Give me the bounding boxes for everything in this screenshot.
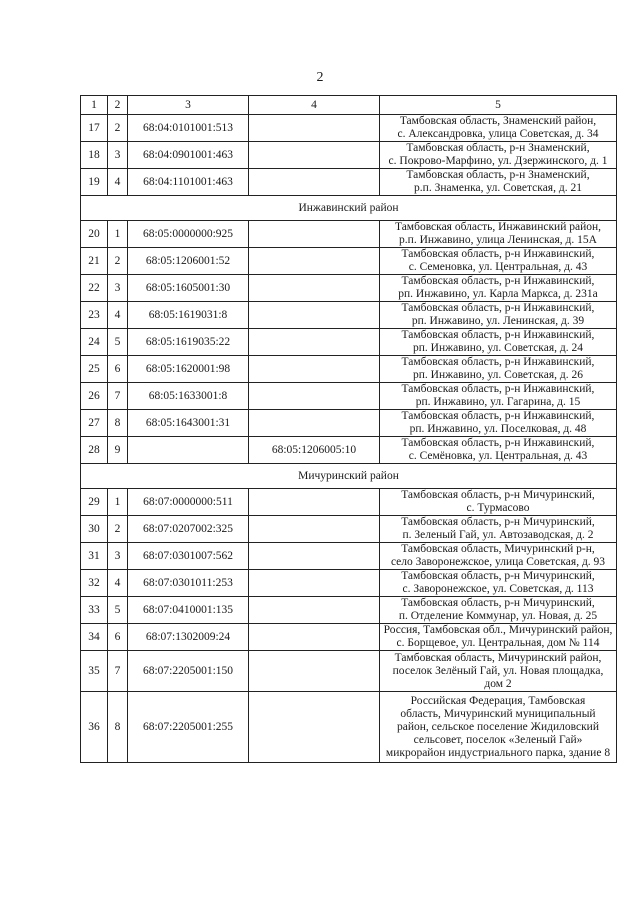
sub-number-cell: 8 xyxy=(108,410,128,437)
cadastral-number-cell: 68:04:0901001:463 xyxy=(128,142,249,169)
cadastral-number-cell: 68:07:2205001:150 xyxy=(128,651,249,692)
row-number-cell: 32 xyxy=(81,570,108,597)
address-cell xyxy=(380,437,617,464)
address-line: с. Заворонежское, ул. Советская, д. 113 xyxy=(402,583,594,595)
cadastral-number-cell: 68:05:1620001:98 xyxy=(128,356,249,383)
address-line: Тамбовская область, р-н Мичуринский, xyxy=(401,516,595,528)
header-row xyxy=(81,96,617,115)
row-number-cell: 20 xyxy=(81,221,108,248)
address-line: Тамбовская область, Мичуринский р-н, xyxy=(401,543,595,555)
address-cell xyxy=(380,221,617,248)
row-number-cell: 35 xyxy=(81,651,108,692)
cadastral-number-alt-cell xyxy=(249,302,380,329)
address-cell xyxy=(380,570,617,597)
address-line: рп. Инжавино, ул. Ленинская, д. 39 xyxy=(411,315,585,327)
address-cell xyxy=(380,383,617,410)
table-row xyxy=(81,543,617,570)
table-row xyxy=(81,624,617,651)
cadastral-number-cell: 68:07:0410001:135 xyxy=(128,597,249,624)
address-line: Тамбовская область, Знаменский район, xyxy=(399,115,597,127)
table-row xyxy=(81,221,617,248)
sub-number-cell: 8 xyxy=(108,692,128,763)
address-cell xyxy=(380,275,617,302)
address-cell xyxy=(380,597,617,624)
address-line: дом 2 xyxy=(484,677,512,690)
address-cell xyxy=(380,142,617,169)
cadastral-number-alt-cell xyxy=(249,570,380,597)
row-number-cell: 36 xyxy=(81,692,108,763)
cadastral-number-cell xyxy=(128,437,249,464)
address-line: Тамбовская область, р-н Инжавинский, xyxy=(401,410,595,422)
address-line: Тамбовская область, Мичуринский район, xyxy=(394,651,602,664)
cadastral-number-cell: 68:05:1643001:31 xyxy=(128,410,249,437)
cadastral-number-alt-cell xyxy=(249,142,380,169)
address-line: поселок Зелёный Гай, ул. Новая площадка, xyxy=(392,664,604,677)
address-cell xyxy=(380,516,617,543)
address-line: Тамбовская область, р-н Инжавинский, xyxy=(401,329,595,341)
address-line: р.п. Инжавино, улица Ленинская, д. 15А xyxy=(399,234,597,246)
address-cell xyxy=(380,169,617,196)
row-number-cell: 28 xyxy=(81,437,108,464)
cadastral-number-alt-cell xyxy=(249,275,380,302)
address-line: рп. Инжавино, ул. Карла Маркса, д. 231а xyxy=(398,288,598,300)
row-number-cell: 29 xyxy=(81,489,108,516)
cadastral-number-alt-cell xyxy=(249,516,380,543)
cadastral-number-alt-cell xyxy=(249,383,380,410)
table-row xyxy=(81,329,617,356)
address-cell xyxy=(380,410,617,437)
address-line: с. Турмасово xyxy=(466,502,530,514)
row-number-cell: 17 xyxy=(81,115,108,142)
cadastral-number-cell: 68:05:1619035:22 xyxy=(128,329,249,356)
address-line: п. Зеленый Гай, ул. Автозаводская, д. 2 xyxy=(402,529,594,541)
address-line: область, Мичуринский муниципальный xyxy=(400,707,596,720)
address-cell xyxy=(380,302,617,329)
address-line: п. Отделение Коммунар, ул. Новая, д. 25 xyxy=(398,610,598,622)
cadastral-number-alt-cell xyxy=(249,248,380,275)
cadastral-number-cell: 68:07:2205001:255 xyxy=(128,692,249,763)
address-cell xyxy=(380,248,617,275)
table-row xyxy=(81,597,617,624)
table-row xyxy=(81,651,617,692)
table-row xyxy=(81,302,617,329)
table-row xyxy=(81,248,617,275)
address-cell xyxy=(380,543,617,570)
cadastral-number-alt-cell xyxy=(249,597,380,624)
cadastral-number-alt-cell xyxy=(249,543,380,570)
cadastral-number-cell: 68:04:1101001:463 xyxy=(128,169,249,196)
address-cell xyxy=(380,115,617,142)
address-line: с. Покрово-Марфино, ул. Дзержинского, д. 1 xyxy=(388,155,608,167)
address-line: рп. Инжавино, ул. Поселковая, д. 48 xyxy=(409,423,587,435)
sub-number-cell: 6 xyxy=(108,356,128,383)
cadastral-number-alt-cell xyxy=(249,410,380,437)
address-line: Тамбовская область, р-н Инжавинский, xyxy=(401,302,595,314)
address-line: Тамбовская область, р-н Инжавинский, xyxy=(401,248,595,260)
table-row xyxy=(81,410,617,437)
cadastral-number-cell: 68:07:0000000:511 xyxy=(128,489,249,516)
row-number-cell: 22 xyxy=(81,275,108,302)
sub-number-cell: 7 xyxy=(108,383,128,410)
address-line: рп. Инжавино, ул. Советская, д. 24 xyxy=(413,342,583,354)
table-body xyxy=(81,115,617,763)
cadastral-number-cell: 68:04:0101001:513 xyxy=(128,115,249,142)
row-number-cell: 31 xyxy=(81,543,108,570)
cadastral-number-cell: 68:07:0301011:253 xyxy=(128,570,249,597)
address-line: рп. Инжавино, ул. Гагарина, д. 15 xyxy=(415,396,581,408)
table-row xyxy=(81,570,617,597)
table-row xyxy=(81,437,617,464)
address-line: Тамбовская область, р-н Знаменский, xyxy=(406,169,590,181)
row-number-cell: 34 xyxy=(81,624,108,651)
cadastral-number-cell: 68:05:1206001:52 xyxy=(128,248,249,275)
sub-number-cell: 2 xyxy=(108,115,128,142)
address-line: рп. Инжавино, ул. Советская, д. 26 xyxy=(413,369,583,381)
column-header-2: 2 xyxy=(108,96,128,115)
column-header-5: 5 xyxy=(380,96,617,115)
sub-number-cell: 6 xyxy=(108,624,128,651)
table-row xyxy=(81,489,617,516)
address-line: Российская Федерация, Тамбовская xyxy=(410,694,586,707)
cadastral-number-alt-cell: 68:05:1206005:10 xyxy=(249,437,380,464)
cadastral-number-alt-cell xyxy=(249,489,380,516)
sub-number-cell: 5 xyxy=(108,597,128,624)
sub-number-cell: 1 xyxy=(108,489,128,516)
row-number-cell: 21 xyxy=(81,248,108,275)
cadastral-number-alt-cell xyxy=(249,624,380,651)
cadastral-number-alt-cell xyxy=(249,651,380,692)
address-line: с. Семеновка, ул. Центральная, д. 43 xyxy=(408,261,588,273)
table-row xyxy=(81,356,617,383)
row-number-cell: 33 xyxy=(81,597,108,624)
address-cell xyxy=(380,329,617,356)
sub-number-cell: 7 xyxy=(108,651,128,692)
column-header-4: 4 xyxy=(249,96,380,115)
address-line: село Заворонежское, улица Советская, д. 93 xyxy=(390,556,606,568)
section-row xyxy=(81,196,617,221)
address-line: Тамбовская область, р-н Инжавинский, xyxy=(401,275,595,287)
address-line: с. Борщевое, ул. Центральная, дом № 114 xyxy=(396,637,600,649)
address-cell xyxy=(380,692,617,763)
row-number-cell: 24 xyxy=(81,329,108,356)
row-number-cell: 25 xyxy=(81,356,108,383)
address-line: Тамбовская область, р-н Инжавинский, xyxy=(401,356,595,368)
address-line: микрорайон индустриального парка, здание 8 xyxy=(385,746,611,759)
cadastral-number-alt-cell xyxy=(249,221,380,248)
cadastral-number-alt-cell xyxy=(249,329,380,356)
address-line: Тамбовская область, р-н Инжавинский, xyxy=(401,437,595,449)
address-line: р.п. Знаменка, ул. Советская, д. 21 xyxy=(414,182,582,194)
column-header-3: 3 xyxy=(128,96,249,115)
property-table xyxy=(80,95,617,763)
sub-number-cell: 3 xyxy=(108,543,128,570)
table-row xyxy=(81,383,617,410)
section-row xyxy=(81,464,617,489)
row-number-cell: 19 xyxy=(81,169,108,196)
address-line: Тамбовская область, р-н Инжавинский, xyxy=(401,383,595,395)
section-title: Инжавинский район xyxy=(81,196,617,221)
table-row xyxy=(81,275,617,302)
sub-number-cell: 3 xyxy=(108,275,128,302)
address-line: сельсовет, поселок «Зеленый Гай» xyxy=(413,733,583,746)
address-cell xyxy=(380,489,617,516)
column-header-1: 1 xyxy=(81,96,108,115)
table-row xyxy=(81,692,617,763)
address-line: район, сельское поселение Жидиловский xyxy=(397,720,599,733)
sub-number-cell: 4 xyxy=(108,570,128,597)
sub-number-cell: 4 xyxy=(108,169,128,196)
cadastral-number-cell: 68:05:1619031:8 xyxy=(128,302,249,329)
row-number-cell: 26 xyxy=(81,383,108,410)
cadastral-number-cell: 68:05:1605001:30 xyxy=(128,275,249,302)
address-cell xyxy=(380,624,617,651)
address-cell xyxy=(380,651,617,692)
sub-number-cell: 2 xyxy=(108,248,128,275)
cadastral-number-cell: 68:07:1302009:24 xyxy=(128,624,249,651)
sub-number-cell: 3 xyxy=(108,142,128,169)
table-row xyxy=(81,516,617,543)
row-number-cell: 18 xyxy=(81,142,108,169)
address-line: с. Александровка, улица Советская, д. 34 xyxy=(397,128,599,140)
sub-number-cell: 2 xyxy=(108,516,128,543)
sub-number-cell: 4 xyxy=(108,302,128,329)
table-row xyxy=(81,142,617,169)
cadastral-number-alt-cell xyxy=(249,115,380,142)
address-line: с. Семёновка, ул. Центральная, д. 43 xyxy=(408,450,588,462)
cadastral-number-cell: 68:07:0207002:325 xyxy=(128,516,249,543)
cadastral-number-alt-cell xyxy=(249,169,380,196)
cadastral-number-cell: 68:07:0301007:562 xyxy=(128,543,249,570)
address-line: Тамбовская область, р-н Мичуринский, xyxy=(401,489,595,501)
address-line: Тамбовская область, р-н Мичуринский, xyxy=(401,597,595,609)
address-line: Россия, Тамбовская обл., Мичуринский район, xyxy=(383,624,613,636)
cadastral-number-alt-cell xyxy=(249,356,380,383)
sub-number-cell: 5 xyxy=(108,329,128,356)
row-number-cell: 23 xyxy=(81,302,108,329)
row-number-cell: 27 xyxy=(81,410,108,437)
row-number-cell: 30 xyxy=(81,516,108,543)
address-line: Тамбовская область, р-н Мичуринский, xyxy=(401,570,595,582)
address-cell xyxy=(380,356,617,383)
sub-number-cell: 1 xyxy=(108,221,128,248)
table-row xyxy=(81,115,617,142)
cadastral-number-alt-cell xyxy=(249,692,380,763)
section-title: Мичуринский район xyxy=(81,464,617,489)
address-line: Тамбовская область, Инжавинский район, xyxy=(394,221,602,233)
address-line: Тамбовская область, р-н Знаменский, xyxy=(406,142,590,154)
sub-number-cell: 9 xyxy=(108,437,128,464)
cadastral-number-cell: 68:05:0000000:925 xyxy=(128,221,249,248)
page-number: 2 xyxy=(316,70,324,85)
cadastral-number-cell: 68:05:1633001:8 xyxy=(128,383,249,410)
table-row xyxy=(81,169,617,196)
